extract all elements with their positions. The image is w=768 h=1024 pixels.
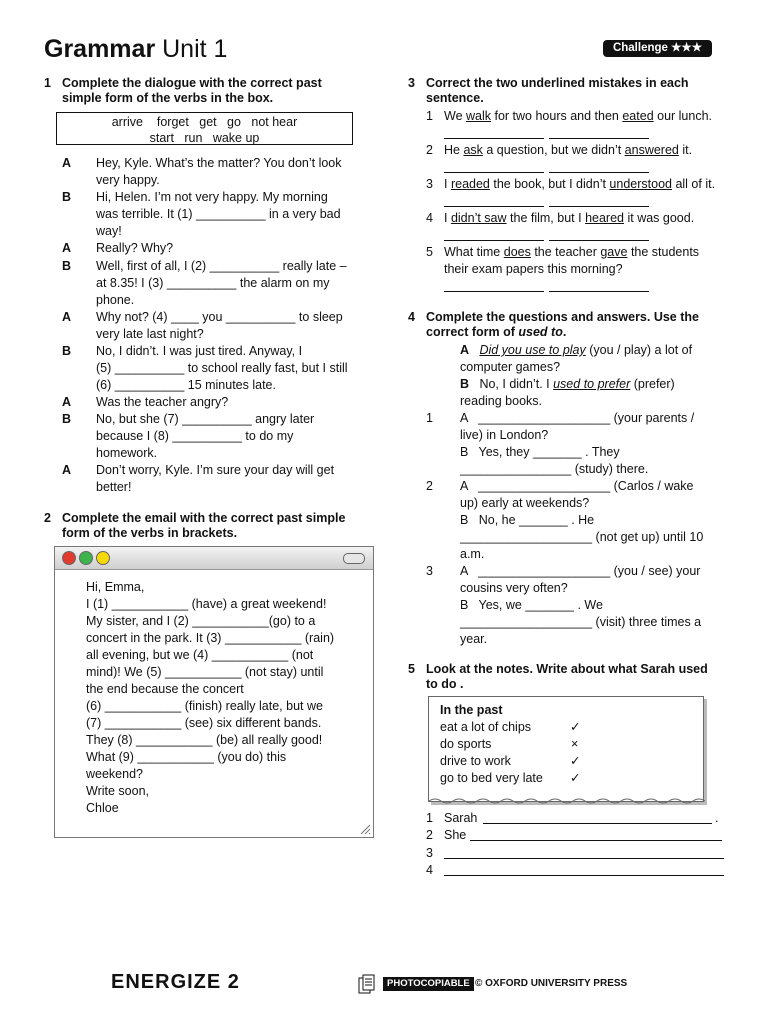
answer-line[interactable]	[549, 291, 649, 292]
notes-title: In the past	[440, 703, 503, 717]
ex1-heading: 1 Complete the dialogue with the correct past simple form of the verbs in the box.	[44, 76, 322, 105]
email-line: (7) ___________ (see) six different bands.	[86, 716, 322, 730]
email-line: weekend?	[86, 767, 143, 781]
torn-edge	[429, 797, 705, 805]
email-line: My sister, and I (2) ___________(go) to a	[86, 614, 316, 628]
ex5-answer: 4	[426, 863, 433, 877]
ex5-heading: 5 Look at the notes. Write about what Sarah used to do .	[408, 662, 708, 691]
check-icon: ✓	[570, 771, 581, 785]
answer-line[interactable]	[549, 172, 649, 173]
answer-line[interactable]	[444, 138, 544, 139]
notes-list: eat a lot of chips ✓ do sports × drive to work ✓ go to bed very late ✓	[440, 720, 581, 785]
ex3-heading: 3 Correct the two underlined mistakes in each sentence.	[408, 76, 689, 105]
ex2-heading: 2 Complete the email with the correct past simple form of the verbs in brackets.	[44, 511, 346, 540]
email-line: all evening, but we (4) ___________ (not	[86, 648, 314, 662]
photocopy-icon	[358, 974, 376, 996]
ex4-example: A Did you use to play (you / play) a lot of computer games? B No, I didn’t. I used to prefer (prefer) reading books.	[460, 343, 693, 408]
email-line: (6) ___________ (finish) really late, but we	[86, 699, 323, 713]
answer-line[interactable]	[444, 206, 544, 207]
ex5-answer: 2 She	[426, 828, 467, 842]
maximize-dot-icon	[96, 551, 110, 565]
close-dot-icon	[62, 551, 76, 565]
resize-grip-icon	[359, 823, 371, 835]
email-line: Chloe	[86, 801, 119, 815]
check-icon: ✓	[570, 720, 581, 734]
notes-card	[428, 696, 704, 802]
email-line: What (9) ___________ (you do) this	[86, 750, 287, 764]
energize-logo: ENERGIZE 2	[111, 971, 240, 993]
answer-line[interactable]	[444, 858, 724, 859]
ex4-heading: 4 Complete the questions and answers. Use the correct form of used to.	[408, 310, 699, 339]
page-title: Grammar Unit 1	[44, 35, 228, 63]
email-line: I (1) ___________ (have) a great weekend!	[86, 597, 327, 611]
window-pill-icon	[343, 553, 365, 564]
check-icon: ✓	[570, 754, 581, 768]
email-titlebar	[55, 547, 373, 570]
answer-line[interactable]	[444, 240, 544, 241]
email-line: the end because the concert	[86, 682, 244, 696]
photocopiable-label: PHOTOCOPIABLE	[383, 977, 474, 991]
answer-line[interactable]	[444, 172, 544, 173]
ex5-answer: 3	[426, 846, 433, 860]
verb-box: arrive forget get go not hear start run wake up	[56, 112, 353, 145]
email-line: Hi, Emma,	[86, 580, 145, 594]
answer-line[interactable]	[444, 291, 544, 292]
answer-line[interactable]	[549, 138, 649, 139]
answer-line[interactable]	[444, 875, 724, 876]
publisher: © OXFORD UNIVERSITY PRESS	[475, 978, 628, 989]
email-line: They (8) ___________ (be) all really good!	[86, 733, 323, 747]
challenge-badge: Challenge ★★★	[603, 40, 712, 57]
answer-line[interactable]	[549, 240, 649, 241]
minimize-dot-icon	[79, 551, 93, 565]
email-line: mind)! We (5) ___________ (not stay) until	[86, 665, 324, 679]
cross-icon: ×	[571, 737, 579, 751]
answer-line[interactable]	[470, 840, 722, 841]
answer-line[interactable]	[549, 206, 649, 207]
email-line: Write soon,	[86, 784, 149, 798]
email-line: concert in the park. It (3) ___________ (rain)	[86, 631, 335, 645]
ex5-answer: 1 Sarah .	[426, 811, 719, 825]
answer-line[interactable]	[483, 823, 712, 824]
